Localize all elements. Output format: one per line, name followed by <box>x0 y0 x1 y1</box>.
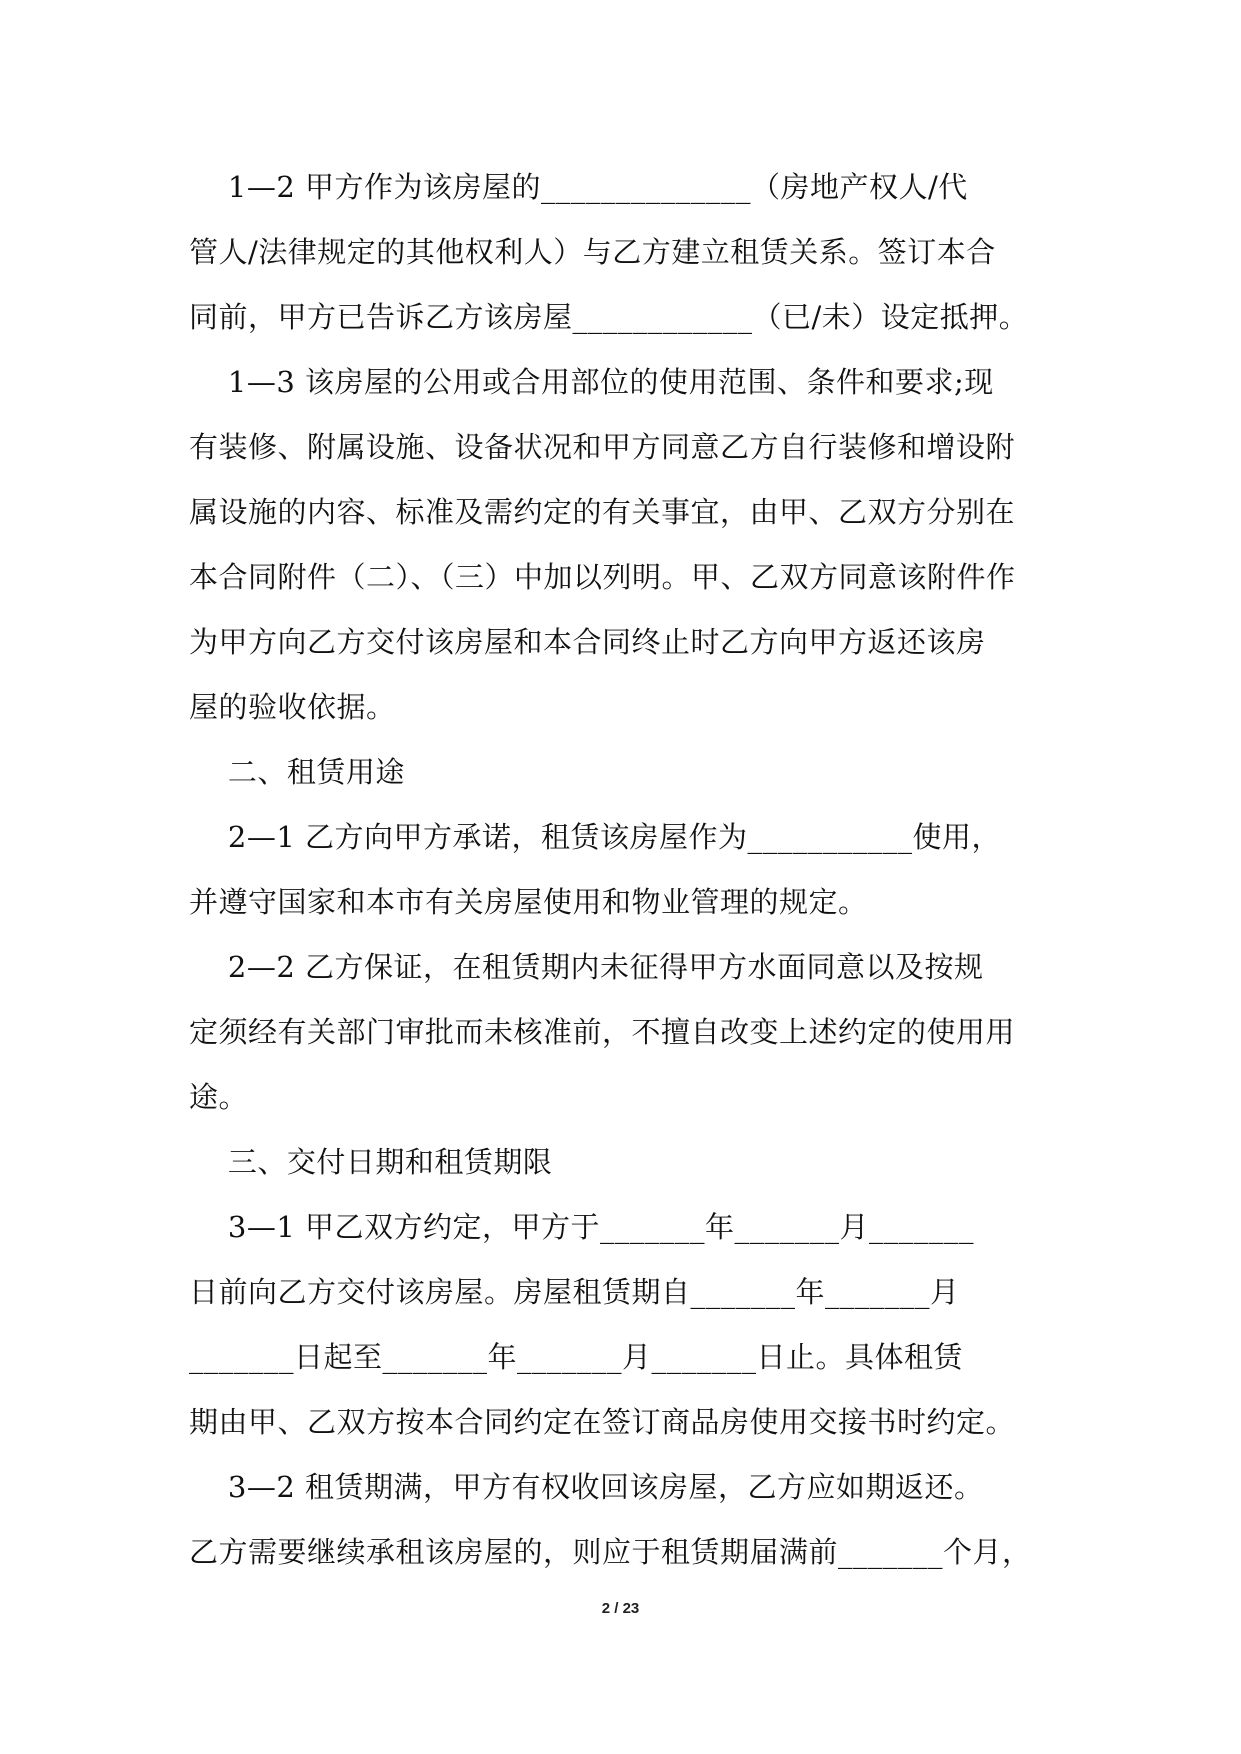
text-line: 本合同附件（二）、（三）中加以列明。甲、乙双方同意该附件作 <box>189 560 1016 594</box>
text-line: 有装修、附属设施、设备状况和甲方同意乙方自行装修和增设附 <box>189 430 1016 464</box>
text-line: 期由甲、乙双方按本合同约定在签订商品房使用交接书时约定。 <box>189 1405 1016 1439</box>
text-line: 乙方需要继续承租该房屋的，则应于租赁期届满前_______个月， <box>189 1535 1032 1569</box>
text-line: 3—2 租赁期满，甲方有权收回该房屋，乙方应如期返还。 <box>189 1470 984 1504</box>
page-number: 2 / 23 <box>601 1600 640 1617</box>
text-line: 同前，甲方已告诉乙方该房屋____________（已/未）设定抵押。 <box>189 300 1029 334</box>
text-line: 2—1 乙方向甲方承诺，租赁该房屋作为___________使用， <box>189 820 1001 854</box>
text-line: 屋的验收依据。 <box>189 690 396 724</box>
text-line: 2—2 乙方保证，在租赁期内未征得甲方水面同意以及按规 <box>189 950 984 984</box>
text-line: 3—1 甲乙双方约定，甲方于_______年_______月_______ <box>189 1210 974 1244</box>
text-line: 并遵守国家和本市有关房屋使用和物业管理的规定。 <box>189 885 868 919</box>
text-line: 1—2 甲方作为该房屋的______________（房地产权人/代 <box>189 170 968 204</box>
text-line: 管人/法律规定的其他权利人）与乙方建立租赁关系。签订本合 <box>189 235 996 269</box>
contract-body <box>189 155 1059 1585</box>
section-heading: 二、租赁用途 <box>189 755 405 789</box>
text-line: 定须经有关部门审批而未核准前，不擅自改变上述约定的使用用 <box>189 1015 1016 1049</box>
text-line: 1—3 该房屋的公用或合用部位的使用范围、条件和要求;现 <box>189 365 994 399</box>
text-line: 日前向乙方交付该房屋。房屋租赁期自_______年_______月 <box>189 1275 960 1309</box>
text-line: 为甲方向乙方交付该房屋和本合同终止时乙方向甲方返还该房 <box>189 625 986 659</box>
text-line: _______日起至_______年_______月_______日止。具体租赁 <box>189 1340 964 1374</box>
section-heading: 三、交付日期和租赁期限 <box>189 1145 553 1179</box>
text-line: 途。 <box>189 1080 249 1114</box>
text-line: 属设施的内容、标准及需约定的有关事宜，由甲、乙双方分别在 <box>189 495 1016 529</box>
